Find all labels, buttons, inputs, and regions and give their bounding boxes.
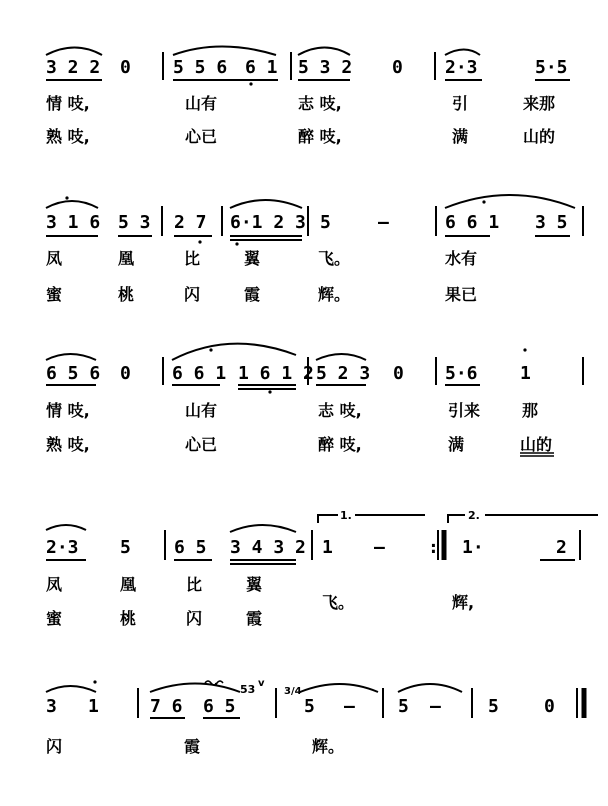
- lyric: 凰: [120, 575, 137, 594]
- lyric: 蜜: [46, 285, 63, 304]
- lyric: 飞。: [318, 249, 351, 268]
- notes: 6 5: [174, 537, 207, 558]
- rest: 0: [120, 57, 131, 78]
- notes: 6 1: [245, 57, 278, 78]
- notes: 1: [322, 537, 333, 558]
- lyric: 辉,: [452, 593, 475, 612]
- dash: —: [430, 696, 441, 717]
- lyric: 心已: [185, 127, 218, 146]
- breath-mark: v: [258, 678, 265, 689]
- notes: 5·5: [535, 57, 568, 78]
- lyric: 引来: [448, 401, 481, 420]
- notes: 7 6: [150, 696, 183, 717]
- volta-bracket: [448, 515, 465, 523]
- lyric: 水有: [445, 249, 478, 268]
- lyric: 霞: [244, 285, 261, 304]
- notes: 5 2 3: [316, 363, 371, 384]
- notes: 5·6: [445, 363, 478, 384]
- slur: [398, 684, 462, 692]
- slur: [300, 684, 378, 692]
- slur: [172, 344, 296, 360]
- notes: 6 5 6: [46, 363, 101, 384]
- dash: —: [344, 696, 355, 717]
- lyric: 比: [186, 575, 203, 594]
- repeat-sign: :: [428, 537, 439, 558]
- slur: [316, 354, 366, 360]
- lyric: 山有: [185, 401, 218, 420]
- lyric: 引: [452, 94, 469, 113]
- notes: 3 5: [535, 212, 568, 233]
- lyric: 凰: [118, 249, 135, 268]
- notes: 6 6 1: [172, 363, 227, 384]
- lyric: 情 吱,: [46, 401, 90, 420]
- lyric: 闪: [184, 285, 201, 304]
- slur: [46, 354, 96, 360]
- lyric: 闪: [46, 737, 63, 756]
- lyric: 果已: [445, 285, 478, 304]
- slur: [173, 47, 276, 56]
- lyric: 辉。: [318, 285, 351, 304]
- time-signature: 3/4: [284, 686, 302, 697]
- lyric: 熟 吱,: [46, 127, 90, 146]
- notes: 2·3: [445, 57, 478, 78]
- notes: 5 5 6: [173, 57, 228, 78]
- lyric: 凤: [46, 575, 63, 594]
- lyric: 熟 吱,: [46, 435, 90, 454]
- rest: 0: [392, 57, 403, 78]
- lyric: 志 吱,: [298, 94, 342, 113]
- notes: 2: [556, 537, 567, 558]
- lyric: 来那: [523, 94, 556, 113]
- lyric: 山有: [185, 94, 218, 113]
- notes: 1: [520, 363, 531, 384]
- notes: 3 2 2: [46, 57, 101, 78]
- lyric: 翼: [244, 249, 261, 268]
- notes: 6·1 2 3: [230, 212, 306, 233]
- lyric: 蜜: [46, 609, 63, 628]
- notes: 1 6 1 2: [238, 363, 314, 384]
- lyric: 醉 吱,: [318, 435, 362, 454]
- notes: 3 1 6: [46, 212, 101, 233]
- notes: 2 7: [174, 212, 207, 233]
- slur: [46, 686, 96, 692]
- lyric: 志 吱,: [318, 401, 362, 420]
- notes: 1: [88, 696, 99, 717]
- notes: 2·3: [46, 537, 79, 558]
- lyric: 凤: [46, 249, 63, 268]
- lyric: 满: [452, 127, 469, 146]
- notes: 6 6 1: [445, 212, 500, 233]
- lyric: 闪: [186, 609, 203, 628]
- notes: 5: [398, 696, 409, 717]
- lyric: 霞: [246, 609, 263, 628]
- lyric: 山的: [520, 435, 553, 454]
- slur: [150, 684, 240, 693]
- lyric: 那: [522, 401, 539, 420]
- slur: [46, 48, 102, 56]
- rest: 0: [120, 363, 131, 384]
- slur: [46, 201, 98, 208]
- slur: [445, 50, 480, 56]
- lyric: 霞: [184, 737, 201, 756]
- lyric: 桃: [118, 285, 135, 304]
- slur: [230, 525, 296, 532]
- volta-1-label: 1.: [340, 509, 352, 522]
- notes: 5: [120, 537, 131, 558]
- notes: 5: [488, 696, 499, 717]
- notes: 5 3 2: [298, 57, 353, 78]
- notes: 1·: [462, 537, 484, 558]
- rest: 0: [544, 696, 555, 717]
- slur: [46, 525, 86, 530]
- lyric: 翼: [246, 575, 263, 594]
- dash: —: [378, 212, 389, 233]
- lyric: 心已: [185, 435, 218, 454]
- lyric: 情 吱,: [46, 94, 90, 113]
- slur: [298, 48, 350, 56]
- volta-2-label: 2.: [468, 509, 480, 522]
- volta-bracket: [318, 515, 338, 523]
- notes: 6 5: [203, 696, 236, 717]
- notes: 5: [320, 212, 331, 233]
- lyric: 醉 吱,: [298, 127, 342, 146]
- lyric: 比: [184, 249, 201, 268]
- slur: [445, 195, 575, 208]
- notes: 3 4 3 2: [230, 537, 306, 558]
- lyric: 山的: [523, 127, 556, 146]
- grace-notes: 53: [240, 683, 256, 696]
- notes: 5 3: [118, 212, 151, 233]
- slur: [230, 200, 302, 208]
- lyric: 满: [448, 435, 465, 454]
- notes: 3: [46, 696, 57, 717]
- rest: 0: [393, 363, 404, 384]
- lyric: 辉。: [312, 737, 345, 756]
- lyric: 桃: [120, 609, 137, 628]
- notes: 5: [304, 696, 315, 717]
- lyric: 飞。: [322, 593, 355, 612]
- dash: —: [374, 537, 385, 558]
